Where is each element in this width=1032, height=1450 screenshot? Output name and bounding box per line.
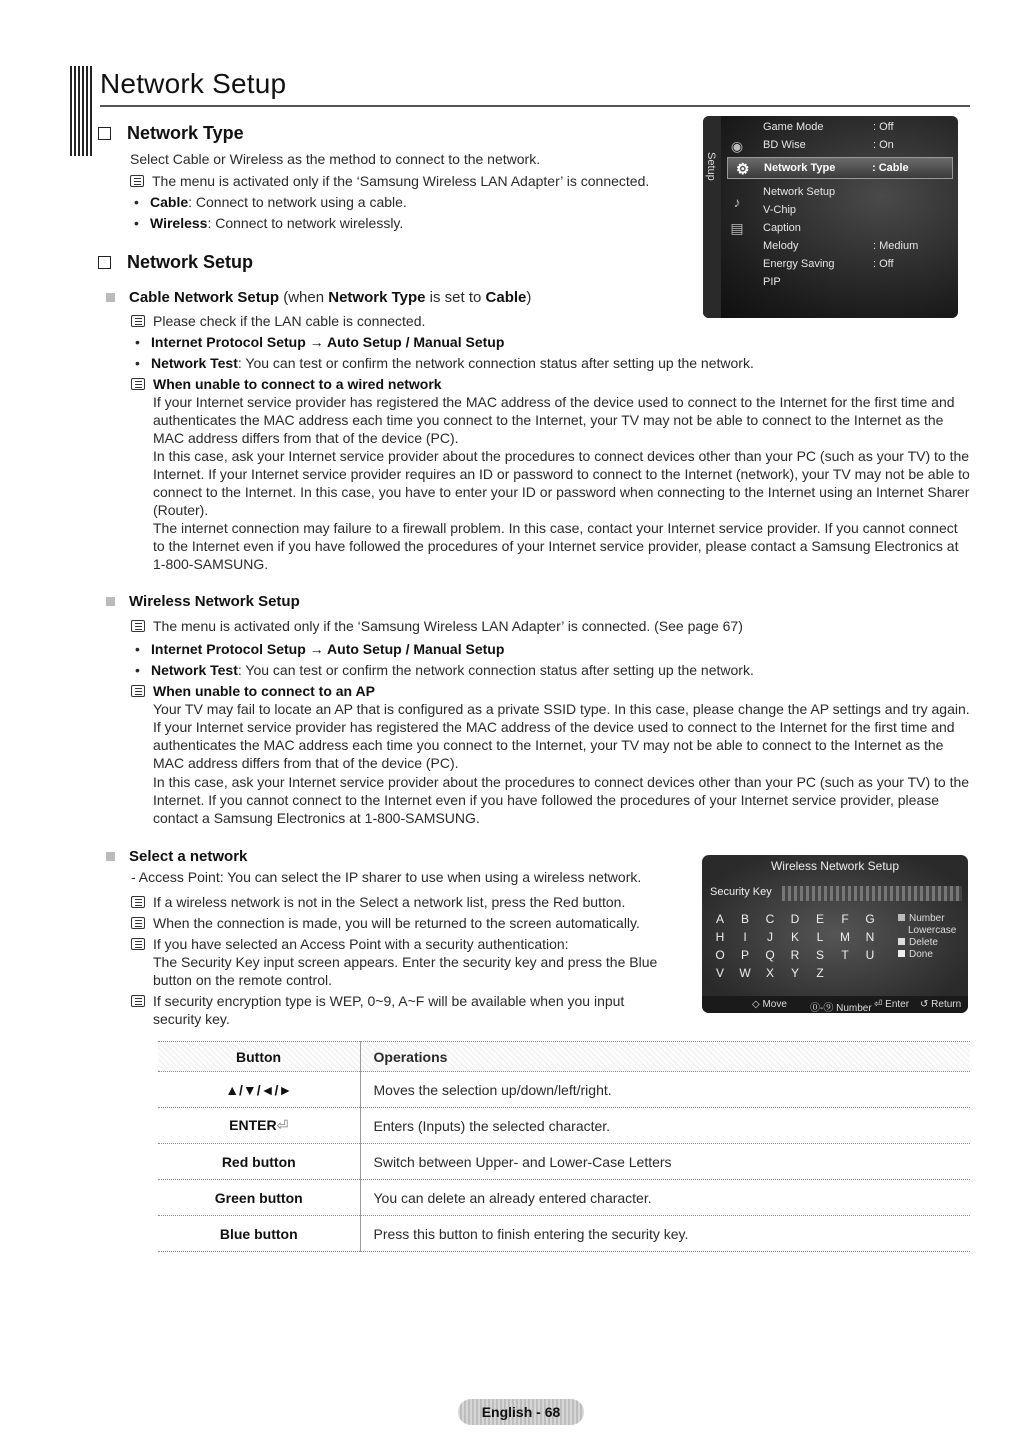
button-operations-table xyxy=(158,1041,970,1252)
title-divider xyxy=(100,105,970,107)
cable-paragraph-3: The internet connection may failure to a firewall problem. In this case, contact your Internet service provider. If you cannot connect to the Internet even if you have followed the procedures of your Internet service provider, please contact a Samsung Electronics at 1-800-SAMSUNG. xyxy=(153,520,959,572)
cable-warning-title xyxy=(131,375,442,393)
tv-menu-row xyxy=(763,256,953,274)
tv-menu-row xyxy=(763,202,953,220)
ip-setup-text: Internet Protocol Setup → Auto Setup / Manual Setup xyxy=(151,641,505,657)
sound-icon: ♪ xyxy=(733,194,741,210)
wireless-title-text: Wireless Network Setup xyxy=(129,593,300,610)
letter-key[interactable]: Q xyxy=(765,948,775,962)
select-network-title xyxy=(106,848,247,866)
row-key: V-Chip xyxy=(763,204,797,216)
letter-key[interactable]: Y xyxy=(790,966,799,980)
letter-key[interactable]: X xyxy=(765,966,774,980)
cable-paragraph-2: In this case, ask your Internet service provider about the procedures to connect devices other than your PC (such as your TV) to the Internet. If your Internet service provider requires an ID or password to connect to the Internet (network), your TV may not be able to connect to the Internet. In this case, you have to enter your ID or password when connecting to the Internet using an Internet Sharer (Router). xyxy=(153,448,970,518)
cable-test-bullet: • Network Test: You can test or confirm the network connection status after setting up the network. xyxy=(135,355,754,371)
letter-key[interactable]: V xyxy=(715,966,724,980)
row-key: PIP xyxy=(763,276,781,288)
select-note-3 xyxy=(131,935,569,953)
warning-title-text: When unable to connect to an AP xyxy=(153,683,375,699)
letter-key[interactable]: K xyxy=(790,930,799,944)
note-icon xyxy=(130,175,144,187)
network-type-heading-text: Network Type xyxy=(127,123,244,143)
select-note-3-line-2: The Security Key input screen appears. Enter the security key and press the Blue xyxy=(153,954,658,970)
legend-swatch-icon xyxy=(898,938,905,945)
legend-swatch-icon xyxy=(898,950,905,957)
wireless-ip-bullet: • Internet Protocol Setup → Auto Setup / Manual Setup xyxy=(135,641,505,657)
note-icon xyxy=(131,685,145,697)
network-setup-heading xyxy=(98,252,253,273)
wireless-panel-title: Wireless Network Setup xyxy=(770,859,900,873)
tv-menu-side-label: Setup xyxy=(705,152,717,181)
network-test-desc: : You can test or confirm the network connection status after setting up the network. xyxy=(237,662,754,678)
access-point-item: - Access Point: You can select the IP sharer to use when using a wireless network. xyxy=(131,869,642,885)
button-cell: Red button xyxy=(158,1144,360,1180)
enter-hint: ⏎ Enter xyxy=(874,999,910,1010)
legend-swatch-icon xyxy=(898,914,905,921)
wireless-note xyxy=(131,617,743,635)
letter-key[interactable]: N xyxy=(865,930,875,944)
tv-menu-row xyxy=(763,119,953,137)
tv-menu-row xyxy=(763,274,953,292)
letter-key[interactable]: P xyxy=(740,948,749,962)
note-icon xyxy=(131,917,145,929)
letter-key[interactable]: F xyxy=(841,912,849,926)
number-hint: ⓪-⑨ Number xyxy=(810,1003,872,1013)
enter-icon: ⏎ xyxy=(276,1117,289,1133)
select-note-2 xyxy=(131,914,640,932)
square-bullet-icon xyxy=(106,293,115,302)
tv-menu-selected-row[interactable] xyxy=(727,157,953,179)
legend-delete: Delete xyxy=(898,937,938,948)
letter-key[interactable]: O xyxy=(715,948,725,962)
note-text: If a wireless network is not in the Select a network list, press the Red button. xyxy=(153,894,626,910)
letter-key[interactable]: I xyxy=(743,930,747,944)
square-bullet-icon xyxy=(106,852,115,861)
row-key: BD Wise xyxy=(763,139,806,151)
operation-cell: You can delete an already entered character. xyxy=(360,1180,970,1216)
note-icon xyxy=(131,938,145,950)
tv-menu-row xyxy=(763,137,953,155)
checkbox-square-icon xyxy=(98,256,111,269)
select-note-4 xyxy=(131,992,624,1010)
network-test-desc: : You can test or confirm the network connection status after setting up the network. xyxy=(237,355,754,371)
select-note-4-line-2: security key. xyxy=(153,1011,230,1027)
column-header-operations: Operations xyxy=(360,1042,970,1072)
letter-key[interactable]: T xyxy=(841,948,849,962)
row-key: Caption xyxy=(763,222,801,234)
operation-cell: Press this button to finish entering the security key. xyxy=(360,1216,970,1252)
letter-key[interactable]: E xyxy=(815,912,824,926)
note-text: The menu is activated only if the ‘Samsung Wireless LAN Adapter’ is connected. (See page 67) xyxy=(153,618,743,634)
wireless-bullet: • Wireless: Connect to network wirelessly. xyxy=(134,215,404,231)
letter-key[interactable]: G xyxy=(865,912,875,926)
row-key: Melody xyxy=(763,240,799,252)
network-type-note xyxy=(130,172,649,190)
row-value: : Medium xyxy=(873,240,919,252)
move-hint: ◇ Move xyxy=(752,999,787,1010)
ip-setup-text: Internet Protocol Setup → Auto Setup / Manual Setup xyxy=(151,334,505,350)
tv-menu-side-tab xyxy=(703,116,721,318)
gear-icon: ⚙ xyxy=(736,161,750,178)
operation-cell: Moves the selection up/down/left/right. xyxy=(360,1072,970,1108)
button-cell: Green button xyxy=(158,1180,360,1216)
wireless-paragraph-1: Your TV may fail to locate an AP that is configured as a private SSID type. In this case, please change the AP settings and try again. If your Internet service provider has registered the MAC address of the device used to connect to the Internet for the first time and authenticates the MAC address each time you connect to the Internet, your TV may not be able to connect to the Internet as the MAC address differs from that of the device (PC). xyxy=(153,701,970,771)
button-cell: ENTER⏎ xyxy=(158,1108,360,1144)
cable-ip-bullet: • Internet Protocol Setup → Auto Setup / Manual Setup xyxy=(135,334,505,350)
note-icon xyxy=(131,315,145,327)
channel-icon: ▤ xyxy=(730,220,744,236)
return-hint: ↺ Return xyxy=(920,999,962,1010)
note-text: When the connection is made, you will be returned to the screen automatically. xyxy=(153,915,640,931)
note-text: If security encryption type is WEP, 0~9, A~F will be available when you input xyxy=(153,993,625,1009)
square-bullet-icon xyxy=(106,597,115,606)
network-test-term: Network Test xyxy=(151,662,238,678)
note-icon xyxy=(131,896,145,908)
letter-key[interactable]: J xyxy=(767,930,773,944)
letter-key[interactable]: B xyxy=(740,912,749,926)
network-setup-heading-text: Network Setup xyxy=(127,252,254,272)
legend-done: Done xyxy=(898,949,933,960)
network-type-intro: Select Cable or Wireless as the method to connect to the network. xyxy=(130,151,541,167)
cable-network-setup-title: Cable Network Setup (when Network Type is set to Cable) xyxy=(106,289,531,307)
network-type-heading xyxy=(98,123,244,144)
table-row xyxy=(158,1072,970,1108)
table-header-row xyxy=(158,1042,970,1072)
security-key-label: Security Key xyxy=(710,886,772,898)
row-key: Energy Saving xyxy=(763,258,835,270)
letter-key[interactable]: W xyxy=(739,966,751,980)
select-note-3-line-3: button on the remote control. xyxy=(153,972,332,988)
note-text: If you have selected an Access Point with a security authentication: xyxy=(153,936,569,952)
table-row xyxy=(158,1144,970,1180)
wireless-setup-screenshot xyxy=(702,855,968,1013)
cable-note xyxy=(131,312,425,330)
row-value: : Off xyxy=(873,121,894,133)
page-number-badge: English - 68 xyxy=(458,1399,584,1425)
wireless-network-setup-title xyxy=(106,593,300,611)
legend-lowercase: Lowercase xyxy=(908,925,957,936)
row-key: Game Mode xyxy=(763,121,824,133)
wireless-term: Wireless xyxy=(150,215,208,231)
legend-number: Number xyxy=(898,913,945,924)
tv-menu-row xyxy=(763,220,953,238)
cable-paragraph-1: If your Internet service provider has registered the MAC address of the device used to connect to the Internet for the first time and authenticates the MAC address each time you connect to the Internet, your TV may not be able to connect to the Internet as the MAC address differs from that of the device (PC). xyxy=(153,394,955,446)
wireless-paragraph-2: In this case, ask your Internet service provider about the procedures to connect devices other than your PC (such as your TV) to the Internet. If you cannot connect to the Internet even if you have followed the procedures of your Internet service provider, please contact a Samsung Electronics at 1-800-SAMSUNG. xyxy=(153,774,970,826)
checkbox-square-icon xyxy=(98,127,111,140)
table-row xyxy=(158,1180,970,1216)
wireless-test-bullet: • Network Test: You can test or confirm the network connection status after setting up the network. xyxy=(135,662,754,678)
wireless-panel-footer xyxy=(702,996,968,1013)
letter-key[interactable]: H xyxy=(715,930,725,944)
table-row xyxy=(158,1108,970,1144)
row-key: Network Setup xyxy=(763,186,836,198)
tv-menu-row xyxy=(763,184,953,202)
letter-key[interactable]: S xyxy=(815,948,824,962)
security-key-field[interactable] xyxy=(782,886,962,901)
letter-key[interactable]: D xyxy=(790,912,800,926)
letter-key[interactable]: R xyxy=(790,948,800,962)
note-icon xyxy=(131,378,145,390)
row-value: : Cable xyxy=(872,162,909,174)
cable-bullet: • Cable: Connect to network using a cable. xyxy=(134,194,407,210)
column-header-button: Button xyxy=(158,1042,360,1072)
letter-key[interactable]: Z xyxy=(816,966,824,980)
title-accent-bar xyxy=(70,66,92,156)
page-title: Network Setup xyxy=(100,68,287,99)
note-text: Please check if the LAN cable is connected. xyxy=(153,313,426,329)
wireless-warning-title xyxy=(131,682,375,700)
letter-key[interactable]: C xyxy=(765,912,775,926)
select-note-1 xyxy=(131,893,625,911)
letter-key[interactable]: M xyxy=(840,930,850,944)
table-row xyxy=(158,1216,970,1252)
letter-key[interactable]: L xyxy=(816,930,824,944)
cable-desc: : Connect to network using a cable. xyxy=(188,194,407,210)
letter-key[interactable]: U xyxy=(865,948,875,962)
wireless-desc: : Connect to network wirelessly. xyxy=(207,215,404,231)
tv-setup-menu-screenshot xyxy=(703,116,958,318)
select-title-text: Select a network xyxy=(129,848,248,865)
operation-cell: Enters (Inputs) the selected character. xyxy=(360,1108,970,1144)
picture-icon: ◉ xyxy=(730,138,744,154)
cable-term: Cable xyxy=(150,194,189,210)
network-test-term: Network Test xyxy=(151,355,238,371)
note-icon xyxy=(131,620,145,632)
tv-menu-row xyxy=(763,238,953,256)
note-icon xyxy=(131,995,145,1007)
warning-title-text: When unable to connect to a wired network xyxy=(153,376,442,392)
button-cell: Blue button xyxy=(158,1216,360,1252)
letter-key[interactable]: A xyxy=(715,912,724,926)
button-cell: ▲/▼/◄/► xyxy=(158,1072,360,1108)
row-value: : On xyxy=(873,139,894,151)
note-text: The menu is activated only if the ‘Samsung Wireless LAN Adapter’ is connected. xyxy=(152,173,650,189)
row-value: : Off xyxy=(873,258,894,270)
row-key: Network Type xyxy=(764,162,836,174)
operation-cell: Switch between Upper- and Lower-Case Letters xyxy=(360,1144,970,1180)
